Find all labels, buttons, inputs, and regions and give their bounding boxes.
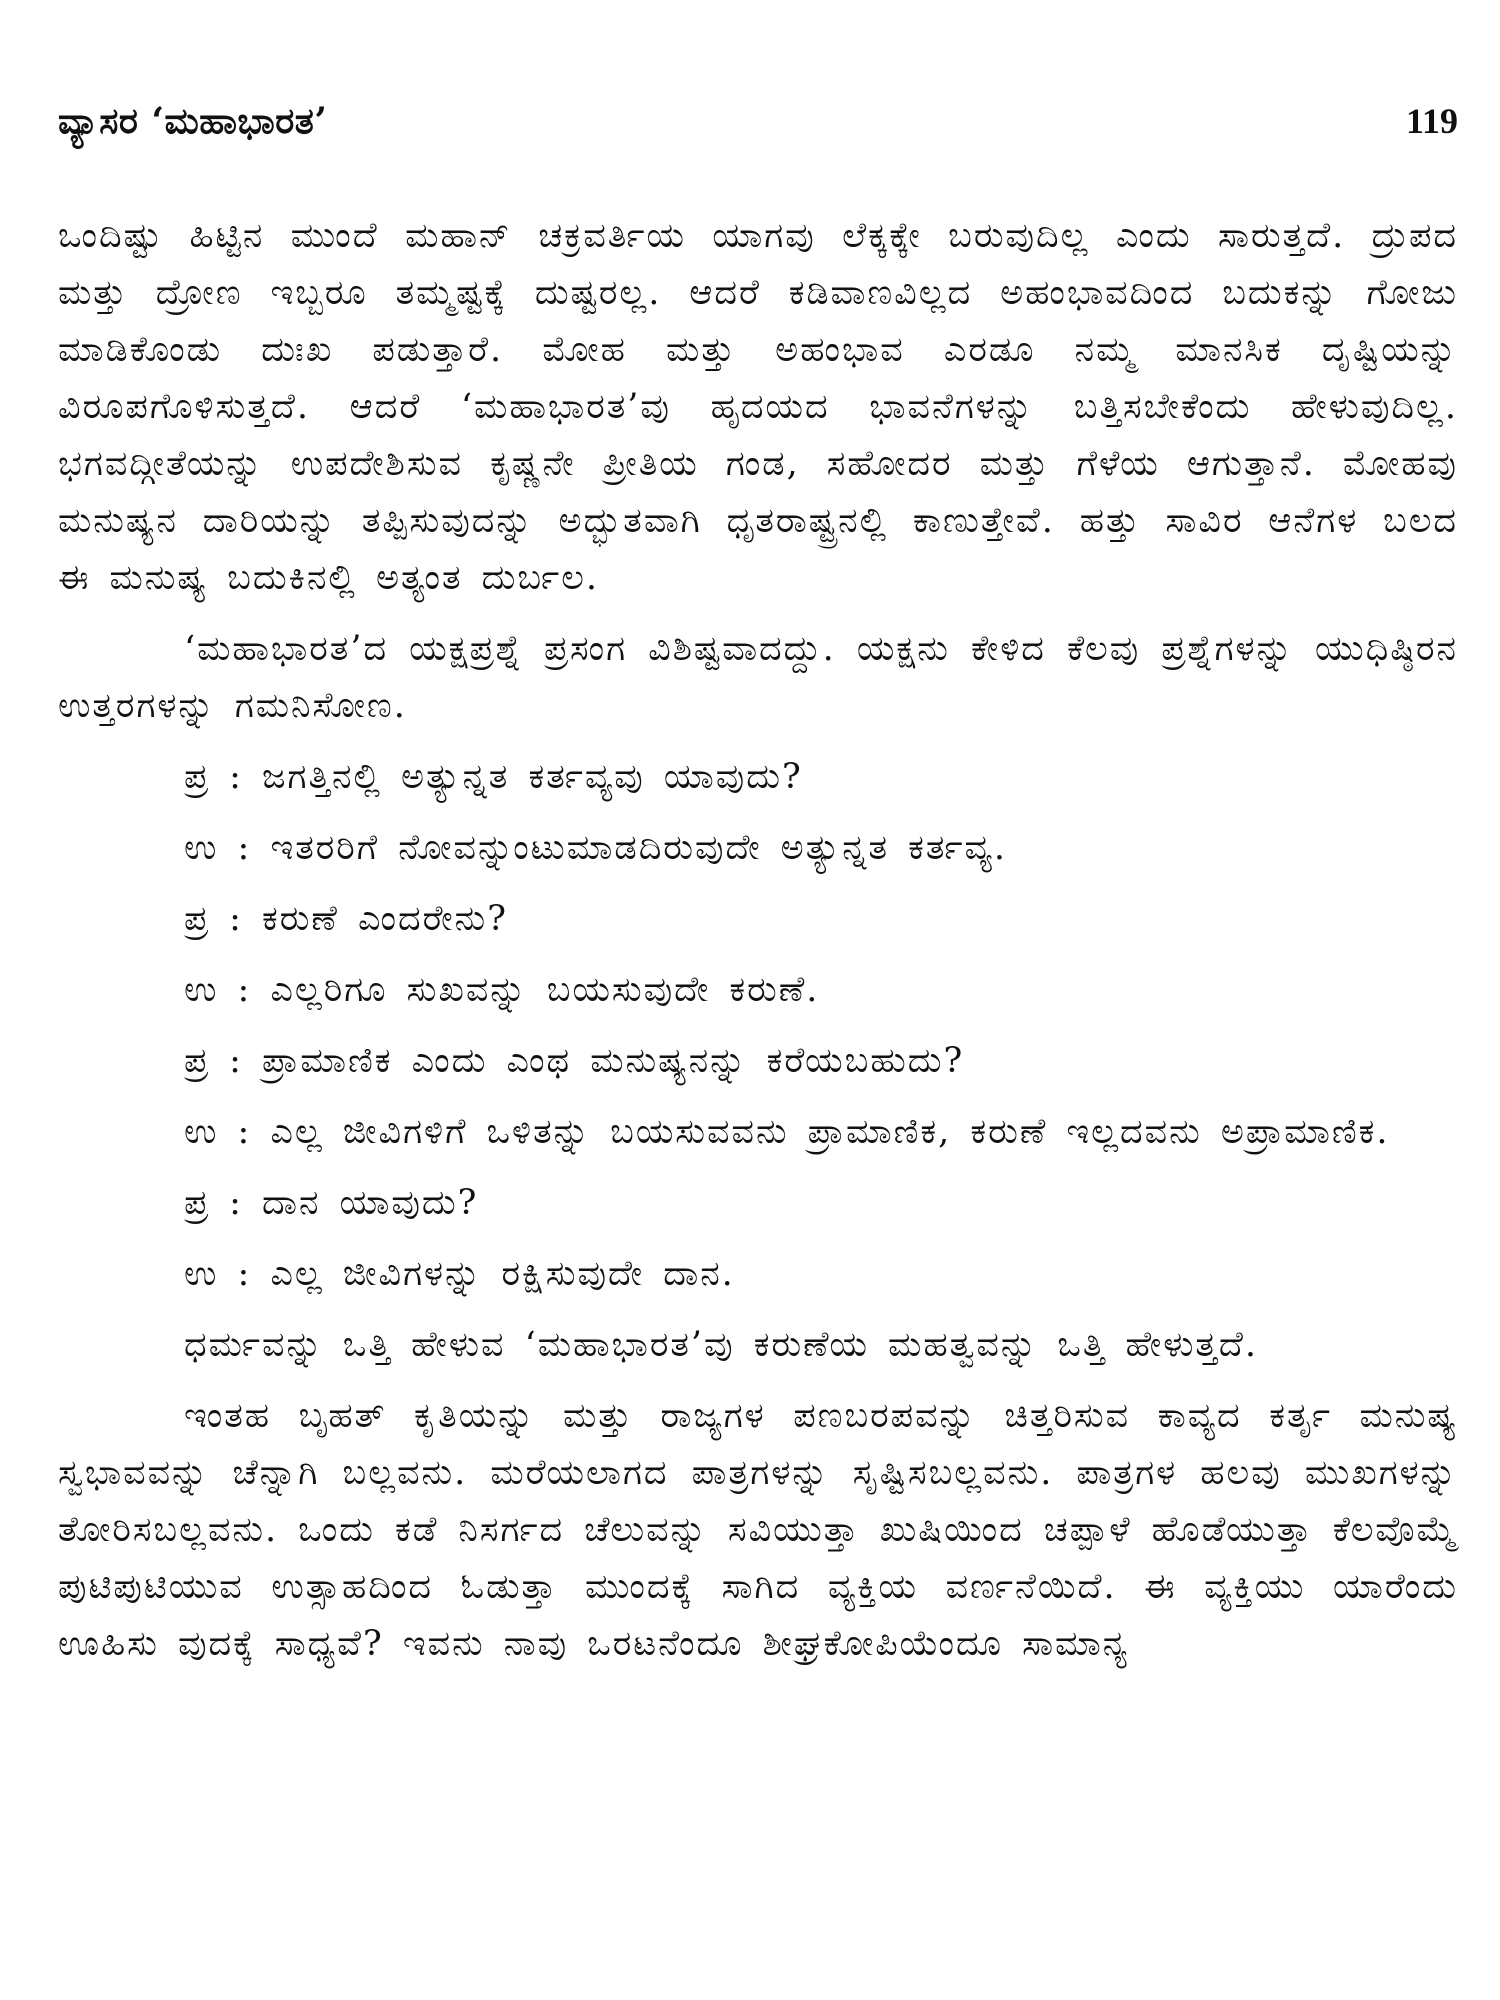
paragraph-3: ಧರ್ಮವನ್ನು ಒತ್ತಿ ಹೇಳುವ ‘ಮಹಾಭಾರತ’ವು ಕರುಣೆಯ ಮಹತ್ವವನ್ನು ಒತ್ತಿ ಹೇಳುತ್ತದೆ. xyxy=(184,1325,1259,1365)
paragraph-1: ಒಂದಿಷ್ಟು ಹಿಟ್ಟಿನ ಮುಂದೆ ಮಹಾನ್ ಚಕ್ರವರ್ತಿಯ ಯಾಗವು ಲೆಕ್ಕಕ್ಕೇ ಬರುವುದಿಲ್ಲ ಎಂದು ಸಾರುತ್ತದೆ. ದ್ರುಪದ ಮತ್ತು ದ್ರೋಣ ಇಬ್ಬರೂ ತಮ್ಮಷ್ಟಕ್ಕೆ ದುಷ್ಟರಲ್ಲ. ಆದರೆ ಕಡಿವಾಣವಿಲ್ಲದ ಅಹಂಭಾವದಿಂದ ಬದುಕನ್ನು ಗೋಜು ಮಾಡಿಕೊಂಡು ದುಃಖ ಪಡುತ್ತಾರೆ. ಮೋಹ ಮತ್ತು ಅಹಂಭಾವ ಎರಡೂ ನಮ್ಮ ಮಾನಸಿಕ ದೃಷ್ಟಿಯನ್ನು ವಿರೂಪಗೊಳಿಸುತ್ತದೆ. ಆದರೆ ‘ಮಹಾಭಾರತ’ವು ಹೃದಯದ ಭಾವನೆಗಳನ್ನು ಬತ್ತಿಸಬೇಕೆಂದು ಹೇಳುವುದಿಲ್ಲ. ಭಗವದ್ಗೀತೆಯನ್ನು ಉಪದೇಶಿಸುವ ಕೃಷ್ಣನೇ ಪ್ರೀತಿಯ ಗಂಡ, ಸಹೋದರ ಮತ್ತು ಗೆಳೆಯ ಆಗುತ್ತಾನೆ. ಮೋಹವು ಮನುಷ್ಯನ ದಾರಿಯನ್ನು ತಪ್ಪಿಸುವುದನ್ನು ಅದ್ಭುತವಾಗಿ ಧೃತರಾಷ್ಟ್ರನಲ್ಲಿ ಕಾಣುತ್ತೇವೆ. ಹತ್ತು ಸಾವಿರ ಆನೆಗಳ ಬಲದ ಈ ಮನುಷ್ಯ ಬದುಕಿನಲ್ಲಿ ಅತ್ಯಂತ ದುರ್ಬಲ. xyxy=(58,216,1458,598)
qa-question-2: ಪ್ರ : ಕರುಣೆ ಎಂದರೇನು? xyxy=(184,899,508,939)
qa-answer-1: ಉ : ಇತರರಿಗೆ ನೋವನ್ನುಂಟುಮಾಡದಿರುವುದೇ ಅತ್ಯುನ್ನತ ಕರ್ತವ್ಯ. xyxy=(184,828,1007,868)
qa-question-3: ಪ್ರ : ಪ್ರಾಮಾಣಿಕ ಎಂದು ಎಂಥ ಮನುಷ್ಯನನ್ನು ಕರೆಯಬಹುದು? xyxy=(184,1041,965,1081)
qa-question-1: ಪ್ರ : ಜಗತ್ತಿನಲ್ಲಿ ಅತ್ಯುನ್ನತ ಕರ್ತವ್ಯವು ಯಾವುದು? xyxy=(184,757,803,797)
page-header xyxy=(58,100,1458,190)
running-head: ವ್ಯಾಸರ ‘ಮಹಾಭಾರತ’ xyxy=(58,100,328,142)
paragraph-2: ‘ಮಹಾಭಾರತ’ದ ಯಕ್ಷಪ್ರಶ್ನೆ ಪ್ರಸಂಗ ವಿಶಿಷ್ಟವಾದದ್ದು. ಯಕ್ಷನು ಕೇಳಿದ ಕೆಲವು ಪ್ರಶ್ನೆಗಳನ್ನು ಯುಧಿಷ್ಠಿರನ ಉತ್ತರಗಳನ್ನು ಗಮನಿಸೋಣ. xyxy=(58,629,1458,726)
body-text xyxy=(58,208,1458,1673)
page-number: 119 xyxy=(1405,101,1458,141)
book-page xyxy=(58,100,1458,1673)
qa-answer-3: ಉ : ಎಲ್ಲ ಜೀವಿಗಳಿಗೆ ಒಳಿತನ್ನು ಬಯಸುವವನು ಪ್ರಾಮಾಣಿಕ, ಕರುಣೆ ಇಲ್ಲದವನು ಅಪ್ರಾಮಾಣಿಕ. xyxy=(184,1112,1390,1152)
qa-answer-4: ಉ : ಎಲ್ಲ ಜೀವಿಗಳನ್ನು ರಕ್ಷಿಸುವುದೇ ದಾನ. xyxy=(184,1254,735,1294)
qa-answer-2: ಉ : ಎಲ್ಲರಿಗೂ ಸುಖವನ್ನು ಬಯಸುವುದೇ ಕರುಣೆ. xyxy=(184,970,820,1010)
qa-question-4: ಪ್ರ : ದಾನ ಯಾವುದು? xyxy=(184,1183,479,1223)
paragraph-4: ಇಂತಹ ಬೃಹತ್ ಕೃತಿಯನ್ನು ಮತ್ತು ರಾಜ್ಯಗಳ ಪಣಬರಪವನ್ನು ಚಿತ್ತರಿಸುವ ಕಾವ್ಯದ ಕರ್ತೃ ಮನುಷ್ಯ ಸ್ವಭಾವವನ್ನು ಚೆನ್ನಾಗಿ ಬಲ್ಲವನು. ಮರೆಯಲಾಗದ ಪಾತ್ರಗಳನ್ನು ಸೃಷ್ಟಿಸಬಲ್ಲವನು. ಪಾತ್ರಗಳ ಹಲವು ಮುಖಗಳನ್ನು ತೋರಿಸಬಲ್ಲವನು. ಒಂದು ಕಡೆ ನಿಸರ್ಗದ ಚೆಲುವನ್ನು ಸವಿಯುತ್ತಾ ಖುಷಿಯಿಂದ ಚಪ್ಪಾಳೆ ಹೊಡೆಯುತ್ತಾ ಕೆಲವೊಮ್ಮೆ ಪುಟಿಪುಟಿಯುವ ಉತ್ಸಾಹದಿಂದ ಓಡುತ್ತಾ ಮುಂದಕ್ಕೆ ಸಾಗಿದ ವ್ಯಕ್ತಿಯ ವರ್ಣನೆಯಿದೆ. ಈ ವ್ಯಕ್ತಿಯು ಯಾರೆಂದು ಊಹಿಸು ವುದಕ್ಕೆ ಸಾಧ್ಯವೆ? ಇವನು ನಾವು ಒರಟನೆಂದೂ ಶೀಘ್ರಕೋಪಿಯೆಂದೂ ಸಾಮಾನ್ಯ xyxy=(58,1396,1458,1664)
